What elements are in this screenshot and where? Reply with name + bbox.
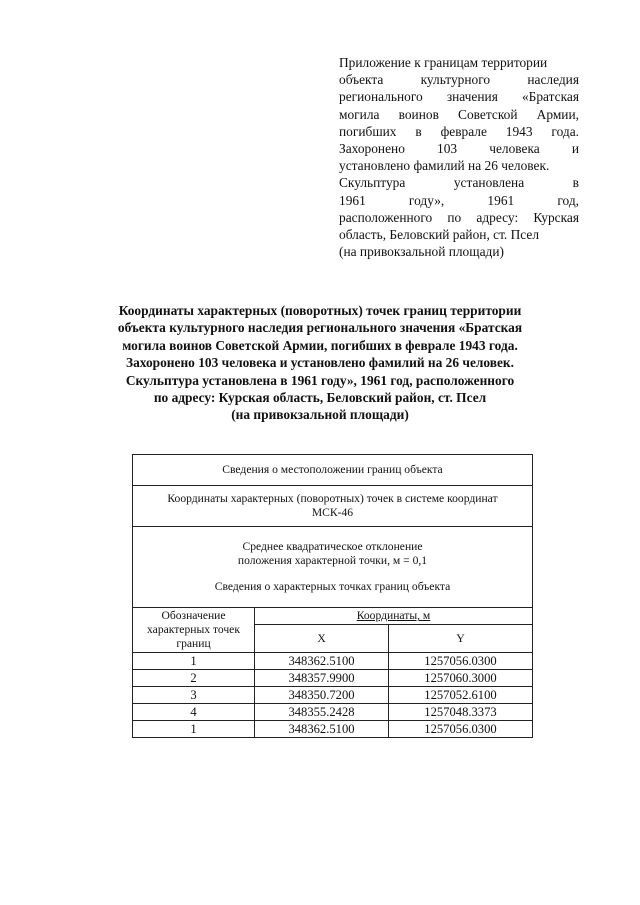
table-row [133,653,533,670]
table-row [133,704,533,721]
annex-line: 1961 году», 1961 год, [339,192,579,208]
coord-x: 348355.2428 [255,704,389,721]
annex-line: (на привокзальной площади) [339,244,504,260]
table-row [133,721,533,738]
annex-line: регионального значения «Братская [339,89,579,105]
table-row [133,670,533,687]
point-number: 3 [133,687,255,704]
col-header-point [133,608,255,653]
points-title: Сведения о характерных точках границ объекта [214,580,451,593]
annex-line: погибших в феврале 1943 года. [339,123,579,139]
coord-x: 348357.9900 [255,670,389,687]
coord-y: 1257056.0300 [389,721,533,738]
annex-line: Скульптура установлена в [339,175,579,191]
heading-line: по адресу: Курская область, Беловский район, ст. Псел [153,390,487,406]
coord-system-line: Координаты характерных (поворотных) точек в системе координат [167,492,498,505]
col-coords-label: Координаты, м [356,609,431,623]
annex-line: могила воинов Советской Армии, [339,106,579,122]
heading-line: Координаты характерных (поворотных) точек границ территории [118,303,522,318]
col-point-line: характерных точек [147,623,240,636]
col-point-line: границ [176,637,211,650]
coord-system-name: МСК-46 [311,506,354,519]
table-row [133,687,533,704]
deviation-line: Среднее квадратическое отклонение [242,540,423,553]
annex-line: Приложение к границам территории [339,55,548,70]
coord-y: 1257056.0300 [389,653,533,670]
annex-line: Захоронено 103 человека и [339,141,579,157]
point-number: 1 [133,653,255,670]
annex-line: установлено фамилий на 26 человек. [339,158,550,174]
deviation-cell [133,527,533,608]
document-heading [80,302,560,424]
coord-x: 348350.7200 [255,687,389,704]
coord-x: 348362.5100 [255,653,389,670]
heading-line: (на привокзальной площади) [231,407,409,423]
annex-note [339,54,579,260]
point-number: 4 [133,704,255,721]
annex-line: расположенного по адресу: Курская [339,209,579,225]
heading-line: объекта культурного наследия регионального значения «Братская [117,320,523,336]
coord-y: 1257048.3373 [389,704,533,721]
col-point-line: Обозначение [161,609,226,622]
heading-line: Скульптура установлена в 1961 году», 1961 год, расположенного [125,372,515,388]
col-header-y: Y [389,625,533,653]
point-number: 1 [133,721,255,738]
col-header-coords [255,608,533,625]
location-title-cell [133,455,533,486]
annex-line: объекта культурного наследия [339,72,579,88]
boundary-points-table [132,454,533,738]
coord-y: 1257052.6100 [389,687,533,704]
col-header-x: X [255,625,389,653]
annex-line: область, Беловский район, ст. Псел [339,227,540,243]
coord-system-cell [133,486,533,527]
heading-line: Захоронено 103 человека и установлено фамилий на 26 человек. [126,355,514,371]
location-title: Сведения о местоположении границ объекта [222,463,443,476]
point-number: 2 [133,670,255,687]
deviation-value: положения характерной точки, м = 0,1 [237,554,428,567]
heading-line: могила воинов Советской Армии, погибших в феврале 1943 года. [122,337,518,353]
coord-x: 348362.5100 [255,721,389,738]
coord-y: 1257060.3000 [389,670,533,687]
